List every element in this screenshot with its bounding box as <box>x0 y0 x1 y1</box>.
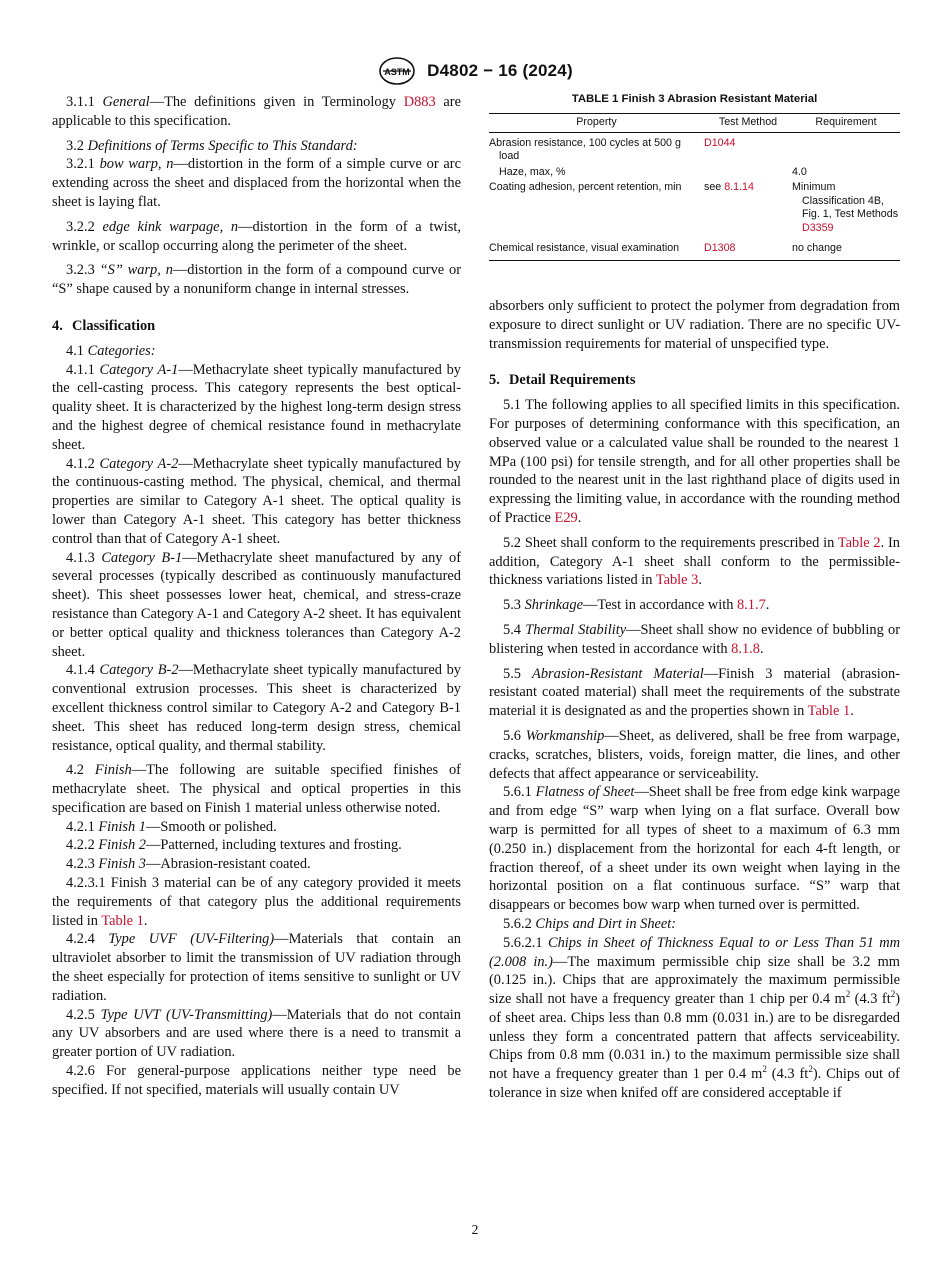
table-1-grid <box>489 113 900 261</box>
paragraph-continuation: absorbers only sufficient to protect the polymer from degradation from exposure to direct sunlight or UV radiation. There are no specific UV-transmission requirements for material of unspecified type. <box>489 298 900 352</box>
page-header <box>0 56 950 86</box>
paragraph-5-6: 5.6 Workmanship—Sheet, as delivered, shall be free from warpage, cracks, scratches, blisters, voids, foreign matter, die lines, and other defects that affect appearance or serviceability. <box>489 727 900 782</box>
paragraph-4-1-4: 4.1.4 Category B-2—Methacrylate sheet typically manufactured by conventional extrusion processes. This sheet is characterized by excellent thickness control similar to Category A-2 and Category B-1 sheet. This sheet has reduced long-term design stress, chemical resistance, optical quality, and thermal stability. <box>52 662 461 754</box>
table-cell: see <box>704 181 725 193</box>
column-header: Requirement <box>792 114 900 133</box>
paragraph-4-2-5: 4.2.5 Type UVT (UV-Transmitting)—Materials that do not contain any UV absorbers and are used where there is a need to transmit a greater portion of UV radiation. <box>52 1006 461 1061</box>
paragraph-4-1-2: 4.1.2 Category A-2—Methacrylate sheet typically manufactured by the continuous-casting method. The physical, chemical, and thermal properties are similar to Category A-1 sheet. The optical quality is lower than Category A-1 sheet. This category has better thickness control than that of Category A-1 sheet. <box>52 455 461 547</box>
paragraph-4-1: 4.1 Categories: <box>66 342 156 359</box>
paragraph-3-2-3: 3.2.3 “S” warp, n—distortion in the form of a compound curve or “S” shape caused by a nonuniform change in internal stresses. <box>52 262 461 298</box>
column-header: Test Method <box>704 114 792 133</box>
paragraph-4-1-1: 4.1.1 Category A-1—Methacrylate sheet typically manufactured by the cell-casting process. This category represents the best optical-quality sheet. It is characterized by the highest long-term design stress and the highest degree of chemical resistance found in methacrylate sheet. <box>52 361 461 453</box>
paragraph-4-2-2: 4.2.2 Finish 2—Patterned, including textures and frosting. <box>66 837 402 854</box>
ref-link[interactable]: Table 1 <box>101 912 144 929</box>
table-row <box>489 165 900 181</box>
paragraph-4-2-4: 4.2.4 Type UVF (UV-Filtering)—Materials that contain an ultraviolet absorber to limit the transmission of UV radiation through the sheet especially for protection of items sensitive to sunlight or UV radiation. <box>52 931 461 1004</box>
ref-link[interactable]: E29 <box>554 509 578 526</box>
ref-link[interactable]: Table 2 <box>837 534 881 551</box>
section-heading-4: 4. Classification <box>52 317 156 334</box>
paragraph-3-2-2: 3.2.2 edge kink warpage, n—distortion in the form of a twist, wrinkle, or scallop occurring along the perimeter of the sheet. <box>52 218 461 254</box>
paragraph-5-1: 5.1 The following applies to all specified limits in this specification. For purposes of determining conformance with this specification, an observed value or a calculated value shall be rounded to the nearest 1 MPa (100 psi) for tensile strength, and for all other properties shall be rounded to the nearest unit in the last righthand place of digits used in expressing the limiting value, in accordance with the rounding method of Practice E29. <box>489 397 900 526</box>
table-header-row <box>489 114 900 133</box>
ref-link[interactable]: Table 3 <box>655 572 699 589</box>
ref-link[interactable]: D1044 <box>704 136 736 149</box>
paragraph-5-4: 5.4 Thermal Stability—Sheet shall show no evidence of bubbling or blistering when tested in accordance with 8.1.8. <box>489 621 900 657</box>
paragraph-3-2: 3.2 Definitions of Terms Specific to This Standard: <box>66 137 358 154</box>
paragraph-5-2: 5.2 Sheet shall conform to the requirements prescribed in Table 2. In addition, Category A-1 sheet shall conform to the permissible-thickness variations listed in Table 3. <box>489 534 900 589</box>
paragraph-5-6-2: 5.6.2 Chips and Dirt in Sheet: <box>503 915 677 932</box>
column-header: Property <box>489 114 704 133</box>
paragraph-4-2-3-1: 4.2.3.1 Finish 3 material can be of any category provided it meets the requirements of that category plus the additional requirements listed in Table 1. <box>52 875 461 929</box>
table-title: TABLE 1 Finish 3 Abrasion Resistant Material <box>571 93 818 105</box>
paragraph-4-2-6: 4.2.6 For general-purpose applications neither type need be specified. If not specified, materials will usually contain UV <box>52 1063 461 1098</box>
ref-link[interactable]: D3359 <box>802 221 834 234</box>
table-cell: Abrasion resistance, 100 cycles at 500 g load <box>489 136 681 162</box>
left-column <box>52 93 461 1100</box>
paragraph-3-2-1: 3.2.1 bow warp, n—distortion in the form of a simple curve or arc extending across the sheet and displaced from the horizontal when the sheet is laying flat. <box>52 156 461 210</box>
paragraph-3-1-1: 3.1.1 General—The definitions given in Terminology D883 are applicable to this specification. <box>52 94 461 129</box>
paragraph-4-2-1: 4.2.1 Finish 1—Smooth or polished. <box>66 818 277 835</box>
paragraph-4-2-3: 4.2.3 Finish 3—Abrasion-resistant coated. <box>66 856 311 873</box>
paragraph-5-6-2-1: 5.6.2.1 Chips in Sheet of Thickness Equal to or Less Than 51 mm (2.008 in.)—The maximum permissible chip size shall be 3.2 mm (0.125 in.). Chips that are approximately the maximum permissible size shall not have a frequency greater than 1 chip per 0.4 $m^2$ (4.3 $ft^2$) of sheet area. Chips less than 0.8 mm (0.031 in.) are to be disregarded unless they form a concentrated pattern that affects serviceability. Chips from 0.8 mm (0.031 in.) to the maximum permissible size shall not have a frequency greater than 1 per 0.4 $m^2$ (4.3 $ft^2$). Chips out of tolerance in size when knifed off are considered acceptable if <box>489 934 900 1102</box>
right-column <box>489 297 900 1103</box>
section-heading-5: 5. Detail Requirements <box>489 372 636 389</box>
ref-link[interactable]: Table 1 <box>807 703 851 720</box>
table-row <box>489 180 900 236</box>
table-cell: no change <box>792 242 842 254</box>
document-designation: D4802 − 16 (2024) <box>427 61 573 80</box>
paragraph-5-6-1: 5.6.1 Flatness of Sheet—Sheet shall be free from edge kink warpage and from edge “S” warp when lying on a flat surface. Overall bow warp is permitted for all types of sheet to a maximum of 6.3 mm (0.250 in.) displacement from the horizontal for each 4-ft length, or fraction thereof, of a sheet under its own weight when laying in the horizontal position on a flat continuous surface. “S” warp that disappears or becomes bow warp when turned over is permitted. <box>489 784 900 914</box>
table-cell: Haze, max, % <box>499 165 566 178</box>
table-cell: Coating adhesion, percent retention, min <box>489 181 682 193</box>
ref-link[interactable]: 8.1.14 <box>724 181 754 193</box>
paragraph-4-2: 4.2 Finish—The following are suitable specified finishes of methacrylate sheet. The physical and optical properties in this specification are based on Finish 1 material unless otherwise noted. <box>52 762 461 816</box>
ref-link[interactable]: 8.1.7 <box>737 597 766 614</box>
table-row <box>489 132 900 165</box>
ref-link[interactable]: D1308 <box>704 242 736 254</box>
table-cell: Minimum Classification 4B, Fig. 1, Test Methods <box>792 181 899 220</box>
ref-link[interactable]: 8.1.8 <box>731 640 760 657</box>
astm-logo-icon <box>377 56 417 86</box>
table-cell: 4.0 <box>792 165 807 178</box>
svg-text:ASTM: ASTM <box>384 67 410 77</box>
table-1 <box>489 93 900 261</box>
paragraph-5-3: 5.3 Shrinkage—Test in accordance with 8.1.7. <box>503 597 770 614</box>
table-row <box>489 236 900 260</box>
table-cell: Chemical resistance, visual examination <box>489 242 680 254</box>
ref-link[interactable]: D883 <box>403 94 436 110</box>
paragraph-4-1-3: 4.1.3 Category B-1—Methacrylate sheet manufactured by any of several processes (typically described as continuously manufactured sheet). This sheet possesses lower heat, chemical, and stress-craze resistance than Category A-1 and Category A-2 sheet. It has equivalent or better optical quality and thickness tolerances than Category A-2 sheet. <box>52 549 461 660</box>
page-number: 2 <box>471 1222 479 1237</box>
paragraph-5-5: 5.5 Abrasion-Resistant Material—Finish 3 material (abrasion-resistant coated material) shall meet the requirements of the substrate material it is designated as and the properties shown in Table 1. <box>489 665 900 720</box>
